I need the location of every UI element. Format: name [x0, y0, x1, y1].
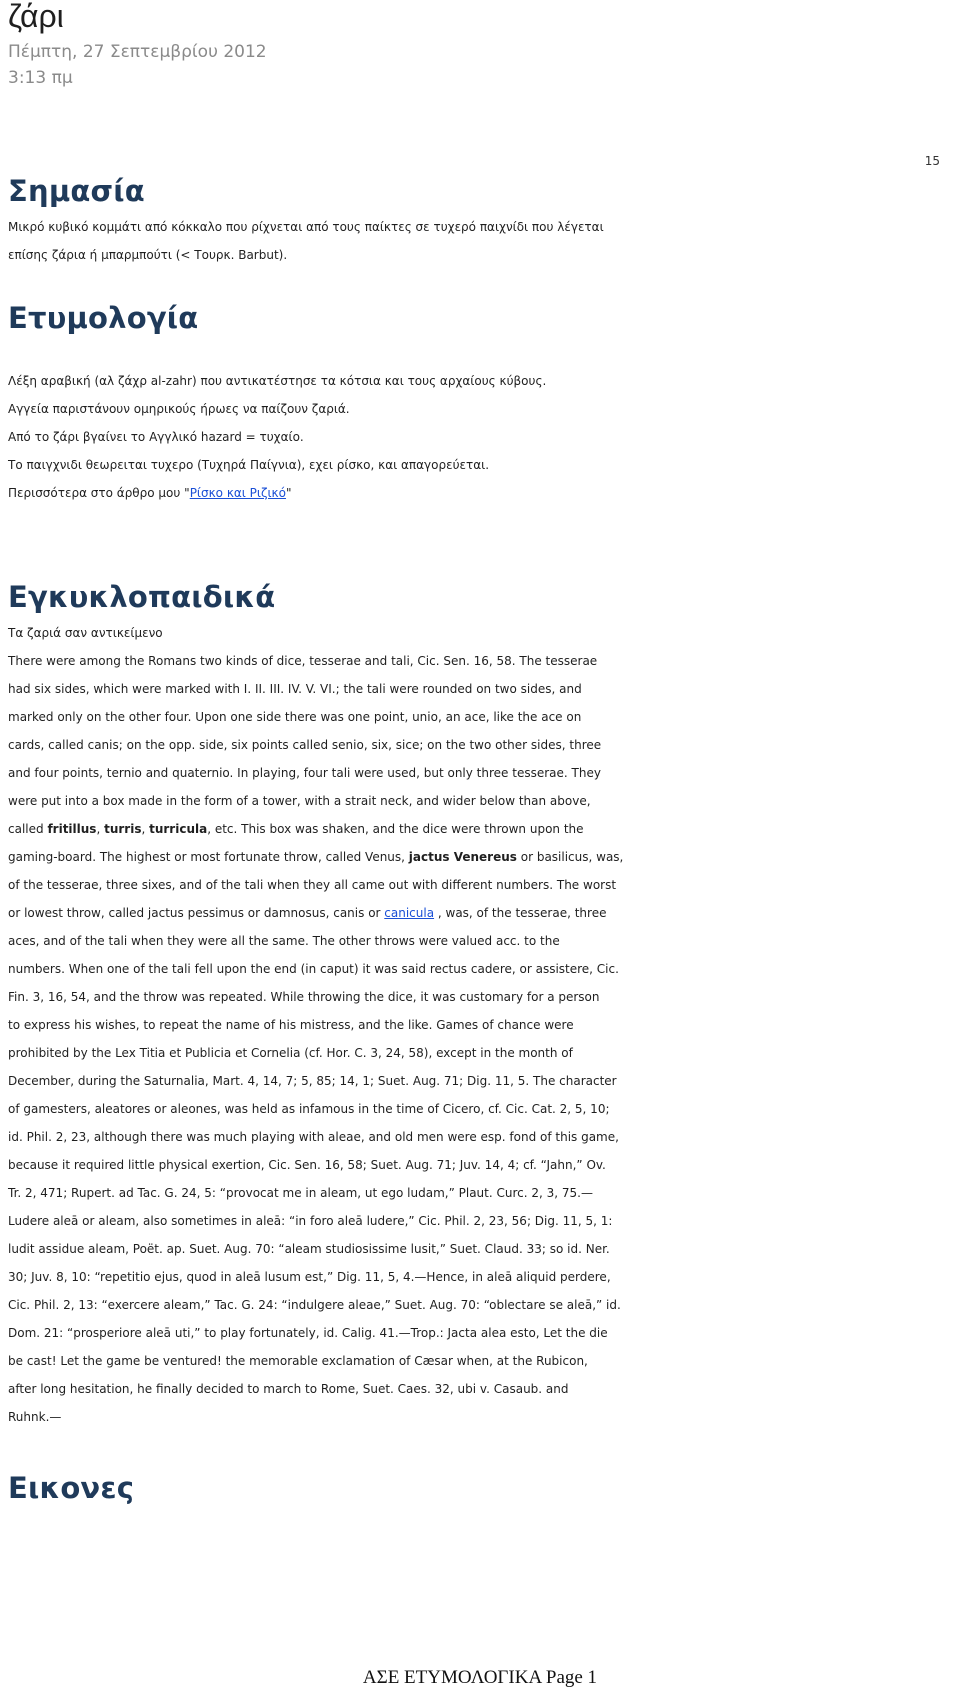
encyclopedic-line: had six sides, which were marked with I. II. III. IV. V. VI.; the tali were rounded on two sides, and [8, 682, 582, 696]
encyclopedic-line: of gamesters, aleatores or aleones, was held as infamous in the time of Cicero, cf. Cic. Cat. 2, 5, 10; [8, 1102, 610, 1116]
heading-images: Εικονες [8, 1471, 135, 1505]
encyclopedic-line: Ruhnk.— [8, 1410, 62, 1424]
note-date: Πέμπτη, 27 Σεπτεμβρίου 2012 [8, 42, 267, 62]
bold-term: turris [104, 822, 142, 836]
etymology-line: Λέξη αραβική (αλ ζάχρ al-zahr) που αντικατέστησε τα κότσια και τους αρχαίους κύβους. [8, 374, 547, 388]
encyclopedic-line: There were among the Romans two kinds of dice, tesserae and tali, Cic. Sen. 16, 58. The tesserae [8, 654, 598, 668]
text-run: called [8, 822, 48, 836]
encyclopedic-line: marked only on the other four. Upon one side there was one point, unio, an ace, like the ace on [8, 710, 582, 724]
bold-term: fritillus [47, 822, 97, 836]
heading-encyclopedic: Εγκυκλοπαιδικά [8, 580, 276, 614]
etymology-line: Αγγεία παριστάνουν ομηρικούς ήρωες να παίζουν ζαριά. [8, 402, 350, 416]
encyclopedic-line: 30; Juv. 8, 10: “repetitio ejus, quod in aleā lusum est,” Dig. 11, 5, 4.—Hence, in aleā aliquid perdere, [8, 1270, 611, 1284]
text-run: , was, of the tesserae, three [434, 906, 607, 920]
text-run: , [96, 822, 105, 836]
encyclopedic-line: numbers. When one of the tali fell upon the end (in caput) it was said rectus cadere, or assistere, Cic. [8, 962, 619, 976]
encyclopedic-line [8, 899, 958, 927]
etymology-line: Το παιγχνιδι θεωρειται τυχερο (Τυχηρά Παίγνια), εχει ρίσκο, και απαγορεύεται. [8, 458, 490, 472]
meaning-line: Μικρό κυβικό κομμάτι από κόκκαλο που ρίχνεται από τους παίκτες σε τυχερό παιχνίδι που λέγεται [8, 220, 604, 234]
etymology-line: Από το ζάρι βγαίνει το Αγγλικό hazard = τυχαίο. [8, 430, 304, 444]
encyclopedic-line: id. Phil. 2, 23, although there was much playing with aleae, and old men were esp. fond of this game, [8, 1130, 619, 1144]
encyclopedic-line: and four points, ternio and quaternio. In playing, four tali were used, but only three tesserae. They [8, 766, 601, 780]
encyclopedic-line: ludit assidue aleam, Poët. ap. Suet. Aug. 70: “aleam studiosissime lusit,” Suet. Claud. 33; so id. Ner. [8, 1242, 610, 1256]
encyclopedic-line: Cic. Phil. 2, 13: “exercere aleam,” Tac. G. 24: “indulgere aleae,” Suet. Aug. 70: “oblectare se aleā,” id. [8, 1298, 621, 1312]
encyclopedic-line: Ludere aleā or aleam, also sometimes in aleā: “in foro aleā ludere,” Cic. Phil. 2, 23, 56; Dig. 11, 5, 1: [8, 1214, 613, 1228]
heading-meaning: Σημασία [8, 174, 145, 208]
encyclopedic-line: Fin. 3, 16, 54, and the throw was repeated. While throwing the dice, it was customary for a person [8, 990, 600, 1004]
etymology-more-line [8, 479, 958, 507]
encyclopedic-line [8, 843, 958, 871]
page-footer: ΑΣΕ ΕΤΥΜΟΛΟΓΙΚΑ Page 1 [362, 1667, 598, 1688]
article-link[interactable]: Ρίσκο και Ριζικό [189, 486, 286, 500]
encyclopedic-line: December, during the Saturnalia, Mart. 4, 14, 7; 5, 85; 14, 1; Suet. Aug. 71; Dig. 11, 5. The character [8, 1074, 617, 1088]
note-time: 3:13 πμ [8, 68, 73, 88]
text-run: or lowest throw, called jactus pessimus or damnosus, canis or [8, 906, 385, 920]
encyclopedic-line: Tr. 2, 471; Rupert. ad Tac. G. 24, 5: “provocat me in aleam, ut ego ludam,” Plaut. Curc. 2, 3, 75.— [8, 1186, 593, 1200]
encyclopedic-line: aces, and of the tali when they were all the same. The other throws were valued acc. to the [8, 934, 560, 948]
encyclopedic-line: be cast! Let the game be ventured! the memorable exclamation of Cæsar when, at the Rubicon, [8, 1354, 588, 1368]
encyclopedic-subtitle: Τα ζαριά σαν αντικείμενο [8, 626, 163, 640]
page-number: 15 [924, 154, 940, 168]
encyclopedic-line: because it required little physical exertion, Cic. Sen. 16, 58; Suet. Aug. 71; Juv. 14, 4; cf. “Jahn,” Ov. [8, 1158, 606, 1172]
bold-term: jactus Venereus [408, 850, 517, 864]
encyclopedic-line: were put into a box made in the form of a tower, with a strait neck, and wider below than above, [8, 794, 591, 808]
text-run: , etc. This box was shaken, and the dice were thrown upon the [207, 822, 584, 836]
encyclopedic-line: after long hesitation, he finally decided to march to Rome, Suet. Caes. 32, ubi v. Casaub. and [8, 1382, 569, 1396]
text-run: , [141, 822, 150, 836]
canicula-link[interactable]: canicula [384, 906, 435, 920]
page-title: ζάρι [8, 0, 64, 34]
encyclopedic-line: to express his wishes, to repeat the name of his mistress, and the like. Games of chance were [8, 1018, 574, 1032]
encyclopedic-line: of the tesserae, three sixes, and of the tali when they all came out with different numbers. The worst [8, 878, 617, 892]
meaning-text [8, 213, 958, 269]
heading-etymology: Ετυμολογία [8, 301, 199, 335]
etymology-text [8, 367, 958, 507]
encyclopedic-line: Dom. 21: “prosperiore aleā uti,” to play fortunately, id. Calig. 41.—Trop.: Jacta alea esto, Let the die [8, 1326, 608, 1340]
text-run: or basilicus, was, [516, 850, 624, 864]
more-prefix: Περισσότερα στο άρθρο μου " [8, 486, 190, 500]
text-run: gaming-board. The highest or most fortunate throw, called Venus, [8, 850, 409, 864]
bold-term: turricula [149, 822, 208, 836]
encyclopedic-line: prohibited by the Lex Titia et Publicia et Cornelia (cf. Hor. C. 3, 24, 58), except in the month of [8, 1046, 573, 1060]
encyclopedic-text [8, 619, 958, 1431]
encyclopedic-line [8, 815, 958, 843]
more-suffix: " [285, 486, 292, 500]
encyclopedic-line: cards, called canis; on the opp. side, six points called senio, six, sice; on the two other sides, three [8, 738, 602, 752]
meaning-line: επίσης ζάρια ή μπαρμπούτι (< Τουρκ. Barbut). [8, 248, 288, 262]
